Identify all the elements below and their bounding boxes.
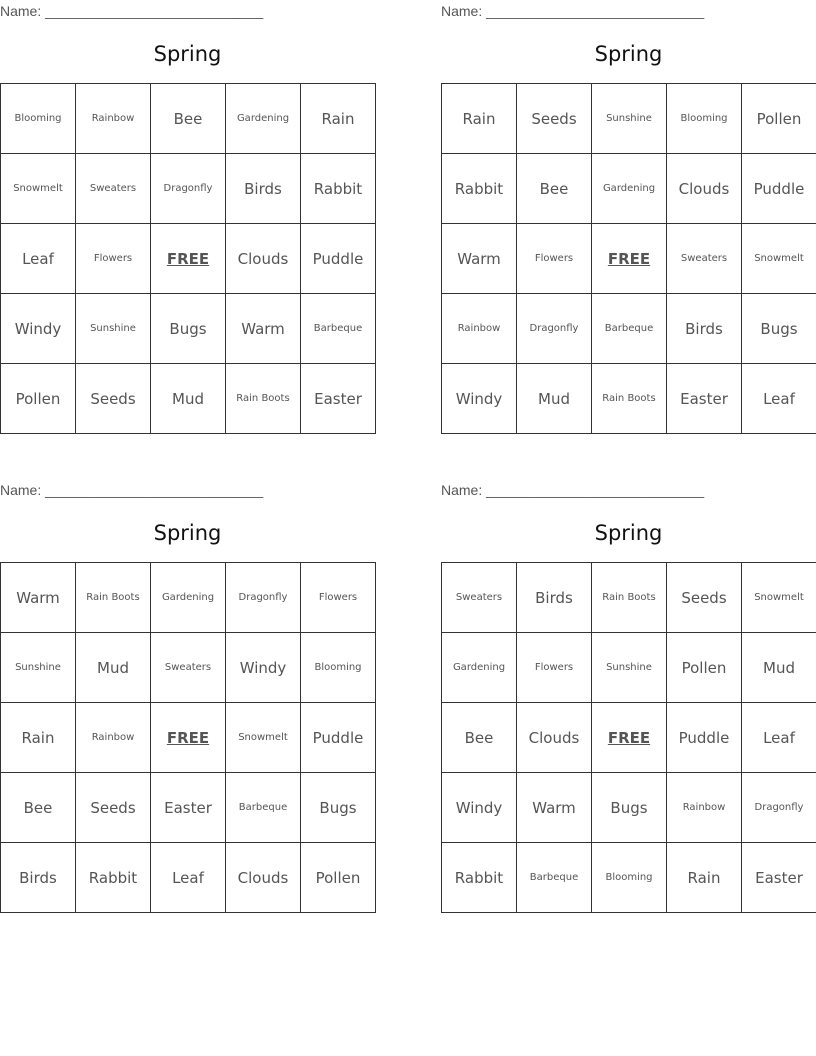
free-space[interactable]: FREE: [592, 224, 667, 294]
bingo-cell[interactable]: Clouds: [667, 154, 742, 224]
bingo-cell[interactable]: Pollen: [667, 633, 742, 703]
bingo-cell[interactable]: Blooming: [667, 84, 742, 154]
bingo-cell[interactable]: Puddle: [667, 703, 742, 773]
bingo-grid: [0, 562, 376, 913]
grid-row: [442, 843, 816, 913]
bingo-cell[interactable]: Snowmelt: [742, 563, 816, 633]
grid-row: [1, 154, 376, 224]
bingo-cell[interactable]: Barbeque: [226, 773, 301, 843]
grid-row: [1, 633, 376, 703]
bingo-cell[interactable]: Rainbow: [442, 294, 517, 364]
bingo-cell[interactable]: Birds: [226, 154, 301, 224]
card-title: Spring: [153, 521, 222, 545]
bingo-cell[interactable]: Rainbow: [76, 84, 151, 154]
bingo-cell[interactable]: Barbeque: [301, 294, 376, 364]
bingo-cell[interactable]: Leaf: [742, 364, 816, 434]
grid-row: [1, 364, 376, 434]
free-space[interactable]: FREE: [592, 703, 667, 773]
bingo-cell[interactable]: Pollen: [742, 84, 816, 154]
grid-row: [1, 224, 376, 294]
bingo-cell[interactable]: Sweaters: [76, 154, 151, 224]
bingo-cell[interactable]: Snowmelt: [742, 224, 816, 294]
bingo-cell[interactable]: Rainbow: [667, 773, 742, 843]
bingo-cell[interactable]: Dragonfly: [151, 154, 226, 224]
bingo-cell[interactable]: Gardening: [592, 154, 667, 224]
card-title: Spring: [594, 42, 663, 66]
bingo-cell[interactable]: Rain Boots: [76, 563, 151, 633]
bingo-grid: [441, 562, 816, 913]
bingo-cell[interactable]: Warm: [1, 563, 76, 633]
free-space[interactable]: FREE: [151, 703, 226, 773]
grid-row: [1, 703, 376, 773]
bingo-cell[interactable]: Rain Boots: [592, 364, 667, 434]
bingo-cell[interactable]: Flowers: [517, 633, 592, 703]
bingo-cell[interactable]: Dragonfly: [517, 294, 592, 364]
bingo-cell[interactable]: Gardening: [442, 633, 517, 703]
bingo-cell[interactable]: Sunshine: [592, 84, 667, 154]
bingo-cell[interactable]: Gardening: [151, 563, 226, 633]
grid-row: [442, 633, 816, 703]
bingo-cell[interactable]: Snowmelt: [226, 703, 301, 773]
free-space[interactable]: FREE: [151, 224, 226, 294]
grid-row: [442, 364, 816, 434]
bingo-cell[interactable]: Clouds: [517, 703, 592, 773]
bingo-cell[interactable]: Rabbit: [442, 154, 517, 224]
bingo-cell[interactable]: Bee: [442, 703, 517, 773]
bingo-cell[interactable]: Windy: [1, 294, 76, 364]
bingo-cell[interactable]: Seeds: [517, 84, 592, 154]
bingo-cell[interactable]: Seeds: [76, 773, 151, 843]
name-field[interactable]: Name: ____________________________: [441, 482, 705, 498]
bingo-cell[interactable]: Bugs: [151, 294, 226, 364]
grid-row: [442, 294, 816, 364]
bingo-cell[interactable]: Dragonfly: [742, 773, 816, 843]
bingo-cell[interactable]: Blooming: [592, 843, 667, 913]
bingo-cell[interactable]: Clouds: [226, 843, 301, 913]
grid-row: [1, 84, 376, 154]
bingo-cell[interactable]: Barbeque: [517, 843, 592, 913]
bingo-cell[interactable]: Rain: [667, 843, 742, 913]
bingo-cell[interactable]: Windy: [442, 364, 517, 434]
bingo-cell[interactable]: Rain Boots: [226, 364, 301, 434]
bingo-cell[interactable]: Flowers: [76, 224, 151, 294]
bingo-cell[interactable]: Sweaters: [667, 224, 742, 294]
bingo-cell[interactable]: Bee: [517, 154, 592, 224]
bingo-cell[interactable]: Sweaters: [151, 633, 226, 703]
grid-row: [442, 703, 816, 773]
bingo-cell[interactable]: Puddle: [301, 224, 376, 294]
bingo-cell[interactable]: Bee: [151, 84, 226, 154]
bingo-cell[interactable]: Flowers: [517, 224, 592, 294]
bingo-cell[interactable]: Birds: [1, 843, 76, 913]
bingo-cell[interactable]: Mud: [742, 633, 816, 703]
bingo-cell[interactable]: Bugs: [301, 773, 376, 843]
grid-row: [1, 773, 376, 843]
bingo-cell[interactable]: Warm: [517, 773, 592, 843]
bingo-cell[interactable]: Mud: [151, 364, 226, 434]
bingo-cell[interactable]: Bugs: [742, 294, 816, 364]
grid-row: [442, 154, 816, 224]
bingo-cell[interactable]: Birds: [517, 563, 592, 633]
bingo-cell[interactable]: Rainbow: [76, 703, 151, 773]
bingo-cell[interactable]: Flowers: [301, 563, 376, 633]
bingo-cell[interactable]: Windy: [226, 633, 301, 703]
bingo-cell[interactable]: Bugs: [592, 773, 667, 843]
bingo-cell[interactable]: Windy: [442, 773, 517, 843]
bingo-cell[interactable]: Rain: [442, 84, 517, 154]
grid-row: [442, 773, 816, 843]
bingo-cell[interactable]: Rain: [301, 84, 376, 154]
bingo-cell[interactable]: Puddle: [301, 703, 376, 773]
bingo-cell[interactable]: Mud: [76, 633, 151, 703]
bingo-cell[interactable]: Rain: [1, 703, 76, 773]
bingo-cell[interactable]: Sunshine: [76, 294, 151, 364]
bingo-cell[interactable]: Blooming: [301, 633, 376, 703]
bingo-cell[interactable]: Easter: [151, 773, 226, 843]
card-title: Spring: [594, 521, 663, 545]
bingo-cell[interactable]: Dragonfly: [226, 563, 301, 633]
bingo-cell[interactable]: Puddle: [742, 154, 816, 224]
bingo-cell[interactable]: Seeds: [76, 364, 151, 434]
bingo-grid: [441, 83, 816, 434]
bingo-cell[interactable]: Warm: [442, 224, 517, 294]
bingo-cell[interactable]: Leaf: [151, 843, 226, 913]
bingo-cell[interactable]: Easter: [667, 364, 742, 434]
bingo-cell[interactable]: Sweaters: [442, 563, 517, 633]
grid-row: [442, 84, 816, 154]
bingo-cell[interactable]: Easter: [301, 364, 376, 434]
bingo-cell[interactable]: Gardening: [226, 84, 301, 154]
bingo-cell[interactable]: Rabbit: [76, 843, 151, 913]
grid-row: [1, 294, 376, 364]
bingo-cell[interactable]: Pollen: [301, 843, 376, 913]
bingo-cell[interactable]: Leaf: [742, 703, 816, 773]
name-field[interactable]: Name: ____________________________: [0, 3, 264, 19]
bingo-cell[interactable]: Birds: [667, 294, 742, 364]
grid-row: [1, 563, 376, 633]
bingo-cell[interactable]: Snowmelt: [1, 154, 76, 224]
name-field[interactable]: Name: ____________________________: [0, 482, 264, 498]
grid-row: [1, 843, 376, 913]
bingo-cell[interactable]: Clouds: [226, 224, 301, 294]
bingo-cell[interactable]: Barbeque: [592, 294, 667, 364]
grid-row: [442, 563, 816, 633]
bingo-cell[interactable]: Warm: [226, 294, 301, 364]
bingo-cell[interactable]: Easter: [742, 843, 816, 913]
bingo-cell[interactable]: Mud: [517, 364, 592, 434]
bingo-cell[interactable]: Bee: [1, 773, 76, 843]
bingo-grid: [0, 83, 376, 434]
bingo-cell[interactable]: Rabbit: [301, 154, 376, 224]
bingo-cell[interactable]: Rabbit: [442, 843, 517, 913]
name-field[interactable]: Name: ____________________________: [441, 3, 705, 19]
bingo-cell[interactable]: Blooming: [1, 84, 76, 154]
bingo-cell[interactable]: Leaf: [1, 224, 76, 294]
bingo-cell[interactable]: Rain Boots: [592, 563, 667, 633]
bingo-cell[interactable]: Pollen: [1, 364, 76, 434]
bingo-cell[interactable]: Sunshine: [1, 633, 76, 703]
bingo-cell[interactable]: Sunshine: [592, 633, 667, 703]
bingo-cell[interactable]: Seeds: [667, 563, 742, 633]
grid-row: [442, 224, 816, 294]
card-title: Spring: [153, 42, 222, 66]
